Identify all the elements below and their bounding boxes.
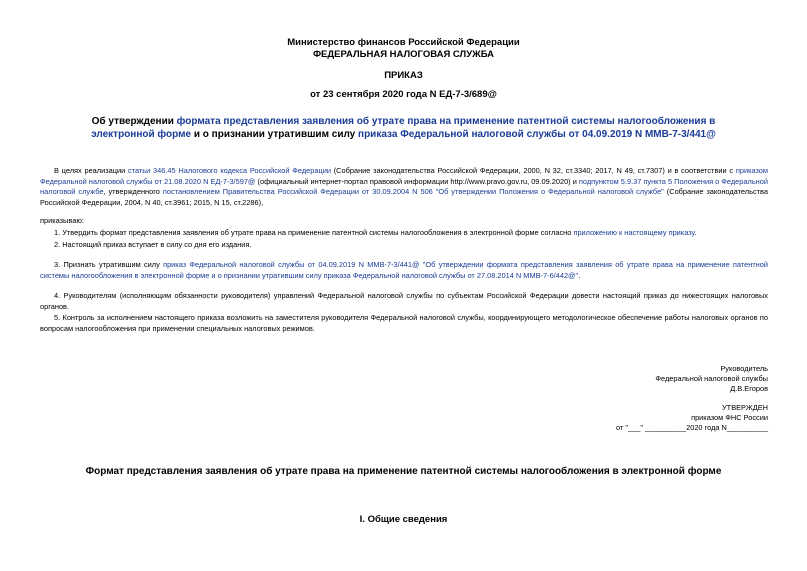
preamble-text: (Собрание законодательства Российской Федерации, 2004, N 40, ст.3961; 2015, N 15, ст.2286), <box>40 187 768 207</box>
title-prefix: Об утверждении <box>91 116 177 127</box>
link-regulation-subpoint[interactable]: подпунктом 5.9.37 пункта 5 Положения о Федеральной налоговой службе <box>40 176 768 196</box>
preamble-text: В целях реализации <box>54 166 128 175</box>
title-middle: и о признании утратившим силу <box>191 129 359 140</box>
link-appendix[interactable]: приложению к настоящему приказу <box>573 228 695 237</box>
item-5: 5. Контроль за исполнением настоящего приказа возложить на заместителя руководителя Федеральной налоговой службы, координирующего методологическое обеспечение работы налоговых органов по вопросам налогообложения при применении специальных налоговых режимов. <box>40 313 768 333</box>
doc-date-number: от 23 сентября 2020 года N ЕД-7-3/689@ <box>310 89 497 100</box>
signature-block <box>655 364 768 394</box>
item-4: 4. Руководителям (исполняющим обязанности руководителя) управлений Федеральной налоговой службы по субъектам Российской Федерации довести настоящий приказ до нижестоящих налоговых органов. <box>40 291 768 311</box>
order-title <box>60 115 747 141</box>
item-text: 3. Признать утратившим силу <box>54 260 164 269</box>
item-text: . <box>578 270 581 280</box>
orders-word: приказываю: <box>40 216 84 225</box>
preamble-text: (официальный интернет-портал правовой информации http://www.pravo.gov.ru, 09.09.2020) и <box>255 176 579 186</box>
approval-block <box>616 403 768 433</box>
title-link-format[interactable]: формата представления заявления об утрате права на применение патентной системы налогообложения в электронной форме <box>91 116 716 140</box>
item-text: . <box>694 228 697 237</box>
signature-title: Руководитель <box>720 364 768 373</box>
link-fns-order-597[interactable]: приказом Федеральной налоговой службы от 21.08.2020 N ЕД-7-3/597@ <box>40 166 768 186</box>
approval-stamp: УТВЕРЖДЕН <box>721 403 768 412</box>
item-text: 1. Утвердить формат представления заявления об утрате права на применение патентной системы налогообложения в электронной форме согласно <box>54 228 574 237</box>
preamble-text: (Собрание законодательства Российской Федерации, 2000, N 32, ст.3340; 2017, N 49, ст.7307) и в соответствии с <box>330 166 736 175</box>
doc-type: ПРИКАЗ <box>384 70 423 81</box>
link-government-resolution[interactable]: постановлением Правительства Российской Федерации от 30.09.2004 N 506 "Об утверждении Положения о Федеральной налоговой службе" <box>162 187 664 196</box>
signature-name: Д.В.Егоров <box>730 384 768 393</box>
approval-order: приказом ФНС России <box>691 413 768 422</box>
link-repealed-order[interactable]: приказ Федеральной налоговой службы от 04.09.2019 N ММВ-7-3/441@ "Об утверждении формата представления заявления об утрате права на применение патентной системы налогообложения в электронной форме и о признании утратившим силу приказа Федеральной налоговой службы от 27.08.2014 N ММВ-7-6/442@" <box>40 260 768 280</box>
link-tax-code-article[interactable]: статьи 346.45 Налогового кодекса Российской Федерации <box>127 166 331 175</box>
title-link-order[interactable]: приказа Федеральной налоговой службы от 04.09.2019 N ММВ-7-3/441@ <box>358 129 716 140</box>
ministry-name: Министерство финансов Российской Федерации <box>287 37 520 48</box>
signature-org: Федеральной налоговой службы <box>655 374 768 383</box>
item-3 <box>40 260 768 281</box>
approval-date-line: от "___" __________2020 года N__________ <box>615 423 768 432</box>
appendix-title: Формат представления заявления об утрате права на применение патентной системы налогообложения в электронной форме <box>85 466 722 477</box>
preamble-paragraph <box>40 166 768 208</box>
preamble-text: , утвержденного <box>103 187 163 196</box>
service-name: ФЕДЕРАЛЬНАЯ НАЛОГОВАЯ СЛУЖБА <box>312 49 495 60</box>
item-1 <box>40 228 768 239</box>
section-heading: I. Общие сведения <box>359 514 448 525</box>
item-2: 2. Настоящий приказ вступает в силу со дня его издания. <box>54 240 252 249</box>
